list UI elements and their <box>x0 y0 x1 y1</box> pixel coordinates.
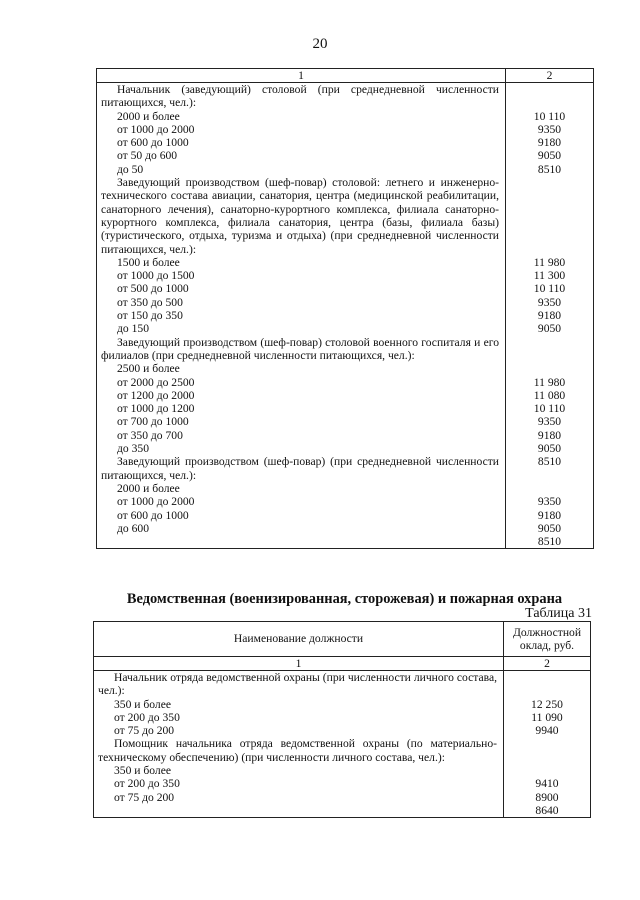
range-label: от 350 до 700 <box>117 428 183 442</box>
salary-table-lower <box>93 621 591 818</box>
salary-value: 10 110 <box>533 402 566 416</box>
group-title: Заведующий производством (шеф-повар) (при среднедневной численности питающихся, чел.): <box>101 455 499 482</box>
range-label: 1500 и более <box>117 255 180 269</box>
range-label: до 150 <box>117 322 149 336</box>
salary-value: 8510 <box>537 535 562 549</box>
page-number: 20 <box>312 36 328 52</box>
range-label: от 200 до 350 <box>114 777 180 791</box>
range-label: 350 и более <box>114 697 172 711</box>
table-body-row <box>97 83 594 549</box>
salary-value: 11 980 <box>533 375 566 389</box>
range-label: 2000 и более <box>117 109 180 123</box>
column-number-1: 1 <box>97 69 506 83</box>
range-label: от 1200 до 2000 <box>117 388 195 402</box>
header-position-name: Наименование должности <box>94 622 504 657</box>
range-label: от 1000 до 1200 <box>117 402 195 416</box>
salary-value: 12 250 <box>531 697 563 711</box>
header-row <box>94 622 591 657</box>
salary-value: 11 980 <box>533 255 566 269</box>
salary-table-upper <box>96 68 594 549</box>
salary-values <box>506 83 594 549</box>
salary-value: 9350 <box>537 295 562 309</box>
range-label: от 75 до 200 <box>114 790 175 804</box>
range-label: до 600 <box>117 521 149 535</box>
salary-value: 8510 <box>537 455 562 469</box>
range-label: до 50 <box>117 162 144 176</box>
range-label: от 500 до 1000 <box>117 282 189 296</box>
salary-value: 11 300 <box>533 269 566 283</box>
salary-value: 9350 <box>537 495 562 509</box>
salary-value: 8510 <box>537 162 562 176</box>
range-label: от 700 до 1000 <box>117 415 189 429</box>
salary-value: 9050 <box>537 149 562 163</box>
salary-value: 9180 <box>537 309 562 323</box>
salary-value: 8900 <box>535 790 559 804</box>
range-label: 2500 и более <box>117 362 180 376</box>
salary-value: 9180 <box>537 136 562 150</box>
header-salary: Должностной оклад, руб. <box>504 622 591 657</box>
group-title: Заведующий производством (шеф-повар) столовой военного госпиталя и его филиалов (при среднедневной численности питающихся, чел.): <box>101 335 499 362</box>
column-number-1: 1 <box>94 657 504 671</box>
column-number-2: 2 <box>506 69 594 83</box>
range-label: от 600 до 1000 <box>117 136 189 150</box>
column-number-2: 2 <box>504 657 591 671</box>
salary-value: 10 110 <box>533 109 566 123</box>
range-label: от 75 до 200 <box>114 724 175 738</box>
section-title: Ведомственная (военизированная, сторожевая) и пожарная охрана <box>126 591 563 607</box>
salary-values <box>504 671 591 818</box>
range-label: 2000 и более <box>117 481 180 495</box>
group-title: Заведующий производством (шеф-повар) столовой: летнего и инженерно-технического состава авиации, санатория, центра (медицинской реабилитации, санаторного лечения), санаторно-курортного комплекса, филиала санаторно-курортного комплекса, филиала санатория, центра (базы, филиала базы) (туристического, отдыха, туризма и отдыха) (при среднедневной численности питающихся, чел.): <box>101 176 499 256</box>
salary-value: 9350 <box>537 122 562 136</box>
range-label: до 350 <box>117 442 149 456</box>
salary-value: 9050 <box>537 322 562 336</box>
salary-value: 11 080 <box>533 388 566 402</box>
range-label: от 50 до 600 <box>117 149 178 163</box>
column-number-row <box>97 69 594 83</box>
column-number-row <box>94 657 591 671</box>
range-label: от 2000 до 2500 <box>117 375 195 389</box>
salary-value: 9940 <box>535 724 559 738</box>
position-descriptions <box>97 83 506 549</box>
position-descriptions <box>94 671 504 818</box>
salary-value: 10 110 <box>533 282 566 296</box>
range-label: от 200 до 350 <box>114 710 180 724</box>
salary-value: 9180 <box>537 508 562 522</box>
salary-value: 11 090 <box>531 710 563 724</box>
salary-value: 9410 <box>535 777 559 791</box>
range-label: от 600 до 1000 <box>117 508 189 522</box>
salary-value: 9050 <box>537 442 562 456</box>
salary-value: 9050 <box>537 521 562 535</box>
salary-value: 8640 <box>535 803 559 817</box>
salary-value: 9180 <box>537 428 562 442</box>
group-title: Помощник начальника отряда ведомственной охраны (по материально-техническому обеспечению) (при численности личного состава, чел.): <box>98 737 497 764</box>
table-body-row <box>94 671 591 818</box>
range-label: от 150 до 350 <box>117 309 183 323</box>
range-label: от 350 до 500 <box>117 295 183 309</box>
table-label: Таблица 31 <box>525 606 592 621</box>
group-title: Начальник (заведующий) столовой (при среднедневной численности питающихся, чел.): <box>101 83 499 110</box>
range-label: от 1000 до 2000 <box>117 122 195 136</box>
range-label: от 1000 до 2000 <box>117 495 195 509</box>
range-label: от 1000 до 1500 <box>117 269 195 283</box>
salary-value: 9350 <box>537 415 562 429</box>
group-title: Начальник отряда ведомственной охраны (при численности личного состава, чел.): <box>98 671 497 698</box>
range-label: 350 и более <box>114 764 172 778</box>
